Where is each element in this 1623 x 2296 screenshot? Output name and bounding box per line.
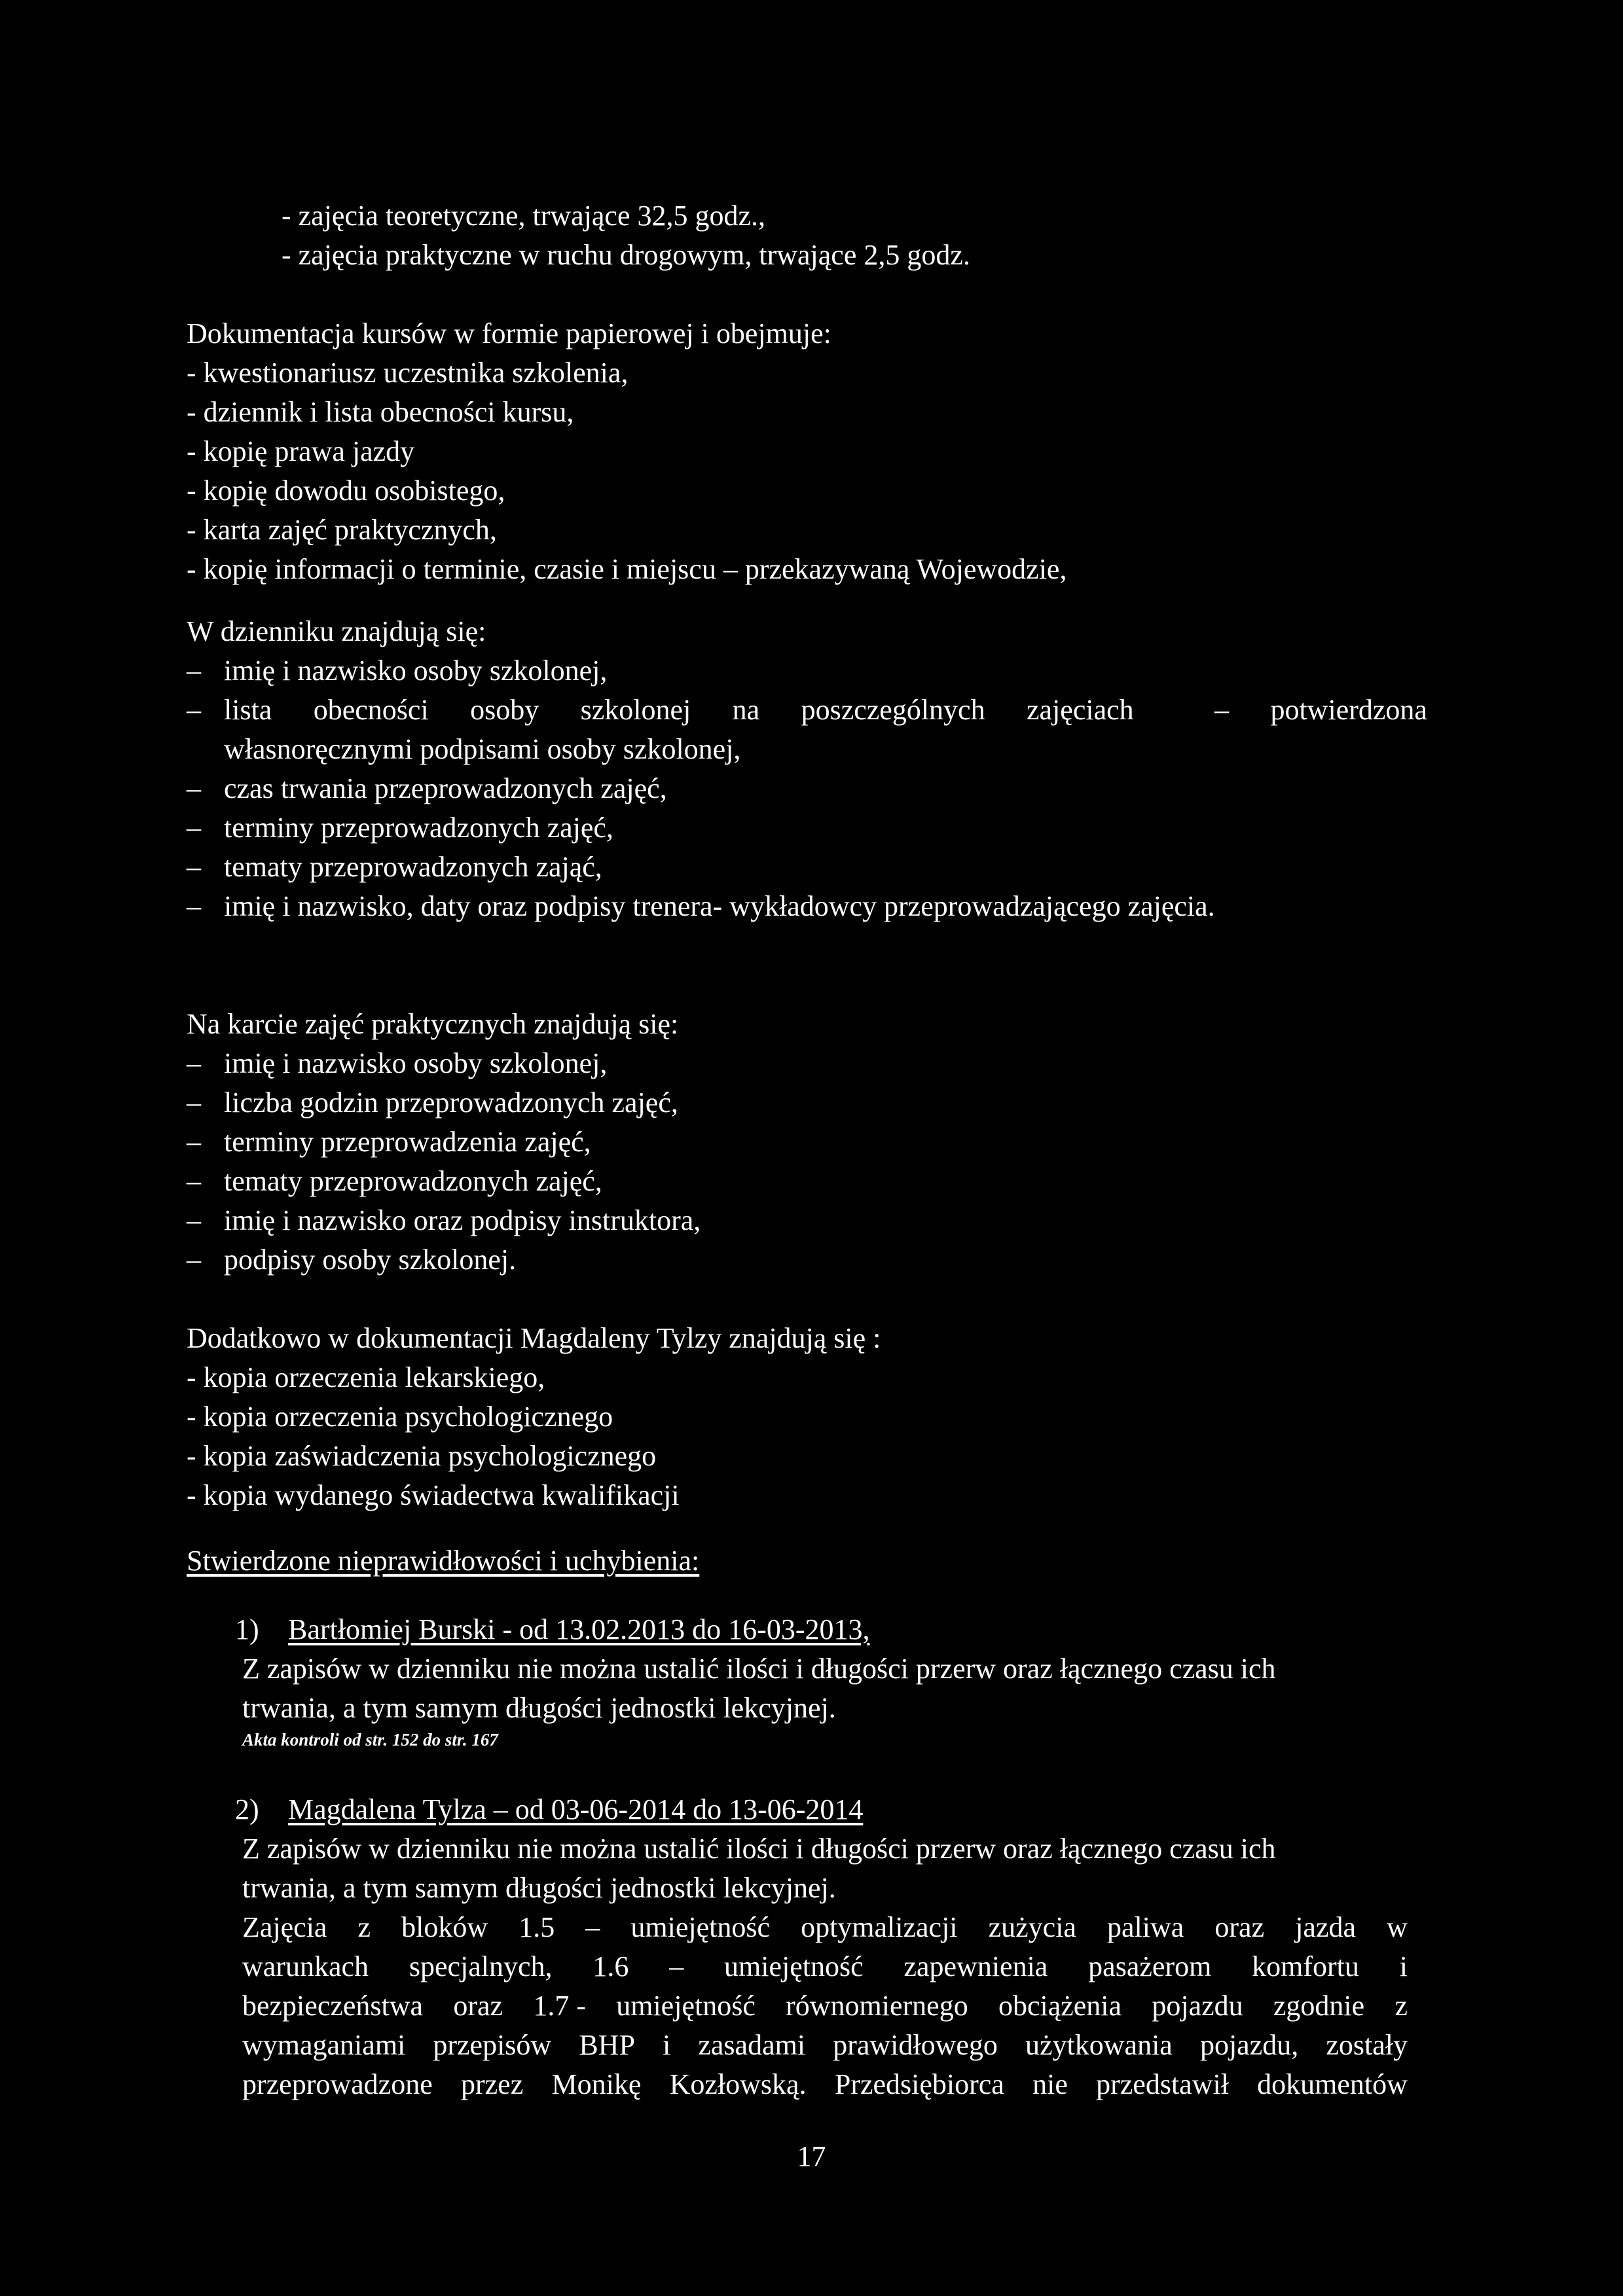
finding-title: Bartłomiej Burski - od 13.02.2013 do 16-03-2013, [288, 1613, 870, 1645]
word: umiejętność [724, 1950, 864, 1982]
journal-item-text: terminy przeprowadzonych zajęć, [224, 812, 613, 844]
justified-line [242, 2065, 1408, 2104]
word: z [1395, 1990, 1408, 2022]
practical-card-item [187, 1122, 1431, 1162]
journal-item [187, 769, 1431, 808]
additional-section [187, 1319, 1431, 1515]
word: zużycia [988, 1911, 1076, 1943]
additional-item: - kopia zaświadczenia psychologicznego [187, 1440, 657, 1472]
practical-card-item [187, 1044, 1431, 1083]
additional-item: - kopia wydanego świadectwa kwalifikacji [187, 1479, 680, 1511]
additional-intro: Dodatkowo w dokumentacji Magdaleny Tylzy znajdują się : [187, 1322, 881, 1354]
additional-item: - kopia orzeczenia lekarskiego, [187, 1361, 545, 1393]
finding-justified-paragraph [187, 1908, 1431, 2104]
documentation-intro: Dokumentacja kursów w formie papierowej i obejmuje: [187, 317, 831, 350]
documentation-section [187, 314, 1431, 589]
journal-intro: W dzienniku znajdują się: [187, 615, 486, 647]
documentation-item: - kopię dowodu osobistego, [187, 475, 505, 507]
finding-item-1 [187, 1610, 1431, 1751]
journal-item-text: czas trwania przeprowadzonych zajęć, [224, 772, 667, 804]
word: Zajęcia [242, 1911, 327, 1943]
dash-mark: – [187, 1244, 201, 1276]
word: zasadami [698, 2029, 806, 2061]
journal-item [187, 808, 1431, 848]
word: pasażerom [1088, 1950, 1212, 1982]
dash-mark: – [187, 1126, 201, 1158]
practical-card-section [187, 1005, 1431, 1280]
documentation-item: - kopię informacji o terminie, czasie i miejscu – przekazywaną Wojewodzie, [187, 553, 1067, 585]
journal-item-text: tematy przeprowadzonych zająć, [224, 851, 602, 883]
additional-item: - kopia orzeczenia psychologicznego [187, 1401, 613, 1433]
word: Przedsiębiorca [834, 2068, 1004, 2100]
word: warunkach [242, 1950, 369, 1982]
word: przeprowadzone [242, 2068, 433, 2100]
justified-line [242, 1986, 1408, 2026]
finding-number: 1) [235, 1613, 259, 1645]
finding-title-row [187, 1790, 1431, 1829]
word: pojazdu [1152, 1990, 1243, 2022]
word: Kozłowską. [669, 2068, 807, 2100]
journal-item [187, 691, 1431, 730]
documentation-item: - kwestionariusz uczestnika szkolenia, [187, 357, 629, 389]
word: bezpieczeństwa [242, 1990, 424, 2022]
word: oraz [453, 1990, 503, 2022]
journal-item-continuation: własnoręcznymi podpisami osoby szkolonej, [224, 733, 741, 765]
practical-card-item-text: imię i nazwisko osoby szkolonej, [224, 1047, 608, 1079]
word: 1.7 - [533, 1990, 586, 2022]
word: 1.6 [593, 1950, 629, 1982]
word: obciążenia [998, 1990, 1122, 2022]
finding-text: Z zapisów w dzienniku nie można ustalić ilości i długości przerw oraz łącznego czasu ich [242, 1653, 1276, 1685]
page-number: 17 [797, 2140, 826, 2172]
word: zgodnie [1273, 1990, 1365, 2022]
journal-item-text: imię i nazwisko osoby szkolonej, [224, 655, 608, 687]
word: równomiernego [786, 1990, 968, 2022]
documentation-item: - kopię prawa jazdy [187, 435, 415, 467]
dash-mark: – [187, 1047, 201, 1079]
dash-mark: – [187, 772, 201, 804]
word: bloków [401, 1911, 488, 1943]
finding-number: 2) [235, 1793, 259, 1825]
word: potwierdzona [1270, 694, 1427, 726]
word: dokumentów [1257, 2068, 1408, 2100]
practical-card-item [187, 1083, 1431, 1122]
findings-heading: Stwierdzone nieprawidłowości i uchybienia: [187, 1545, 700, 1577]
dash-mark: – [187, 890, 201, 922]
word: jazda [1295, 1911, 1357, 1943]
practical-card-item-text: podpisy osoby szkolonej. [224, 1244, 517, 1276]
word: Monikę [551, 2068, 642, 2100]
practical-card-intro: Na karcie zajęć praktycznych znajdują się: [187, 1008, 679, 1040]
practical-card-item-text: terminy przeprowadzenia zajęć, [224, 1126, 591, 1158]
practical-card-item-text: tematy przeprowadzonych zajęć, [224, 1165, 602, 1197]
word: na [732, 694, 760, 726]
word: 1.5 [519, 1911, 555, 1943]
word: paliwa [1107, 1911, 1184, 1943]
word: – [1214, 694, 1230, 726]
word: i [663, 2029, 671, 2061]
word: przepisów [433, 2029, 552, 2061]
journal-item-text: imię i nazwisko, daty oraz podpisy trenera- wykładowcy przeprowadzającego zajęcia. [224, 890, 1215, 922]
word: BHP [579, 2029, 635, 2061]
practical-card-item-text: liczba godzin przeprowadzonych zajęć, [224, 1086, 678, 1119]
finding-text: trwania, a tym samym długości jednostki lekcyjnej. [242, 1692, 836, 1724]
finding-reference [187, 1728, 1431, 1751]
word: specjalnych, [409, 1950, 553, 1982]
dash-mark: – [187, 1086, 201, 1119]
dash-mark: – [187, 1204, 201, 1236]
dash-mark: – [187, 694, 201, 726]
finding-title-row [187, 1610, 1431, 1649]
practical-card-item [187, 1201, 1431, 1240]
word: – [585, 1911, 600, 1943]
word: – [669, 1950, 684, 1982]
word: prawidłowego [833, 2029, 998, 2061]
top-list-item: - zajęcia praktyczne w ruchu drogowym, trwające 2,5 godz. [282, 239, 970, 271]
finding-text: trwania, a tym samym długości jednostki lekcyjnej. [242, 1872, 836, 1904]
word: optymalizacji [801, 1911, 958, 1943]
journal-item-justified-line [224, 691, 1427, 730]
word: poszczególnych [801, 694, 985, 726]
justified-line [242, 1947, 1408, 1986]
word: w [1387, 1911, 1408, 1943]
practical-card-item [187, 1162, 1431, 1201]
practical-card-item-text: imię i nazwisko oraz podpisy instruktora, [224, 1204, 701, 1236]
justified-line [242, 2026, 1408, 2065]
word: obecności [313, 694, 429, 726]
documentation-item: - karta zajęć praktycznych, [187, 514, 497, 546]
documentation-item: - dziennik i lista obecności kursu, [187, 396, 574, 428]
justified-line [242, 1908, 1408, 1947]
dash-mark: – [187, 655, 201, 687]
word: zapewnienia [903, 1950, 1048, 1982]
word: wymaganiami [242, 2029, 406, 2061]
word: przez [460, 2068, 524, 2100]
word: zostały [1326, 2029, 1408, 2061]
reference-text: Akta kontroli od str. 152 do str. 167 [242, 1730, 498, 1749]
top-list [187, 196, 1431, 275]
word: komfortu [1252, 1950, 1359, 1982]
word: przedstawił [1096, 2068, 1229, 2100]
finding-title: Magdalena Tylza – od 03-06-2014 do 13-06-2014 [288, 1793, 864, 1825]
word: szkolonej [580, 694, 691, 726]
word: pojazdu, [1199, 2029, 1299, 2061]
word: nie [1032, 2068, 1068, 2100]
word: z [357, 1911, 371, 1943]
word: oraz [1214, 1911, 1265, 1943]
word: lista [224, 694, 272, 726]
journal-item [187, 848, 1431, 887]
word: zajęciach [1027, 694, 1134, 726]
dash-mark: – [187, 1165, 201, 1197]
journal-section [187, 612, 1431, 926]
word: osoby [470, 694, 539, 726]
finding-text: Z zapisów w dzienniku nie można ustalić ilości i długości przerw oraz łącznego czasu ich [242, 1833, 1276, 1865]
journal-item [187, 887, 1431, 926]
word: umiejętność [616, 1990, 756, 2022]
dash-mark: – [187, 812, 201, 844]
word: użytkowania [1025, 2029, 1173, 2061]
practical-card-item [187, 1240, 1431, 1280]
word: i [1399, 1950, 1408, 1982]
top-list-item: - zajęcia teoretyczne, trwające 32,5 godz., [282, 200, 766, 232]
findings-section [187, 1541, 1431, 1581]
journal-item [187, 651, 1431, 691]
word: umiejętność [630, 1911, 770, 1943]
finding-item-2 [187, 1790, 1431, 2104]
dash-mark: – [187, 851, 201, 883]
